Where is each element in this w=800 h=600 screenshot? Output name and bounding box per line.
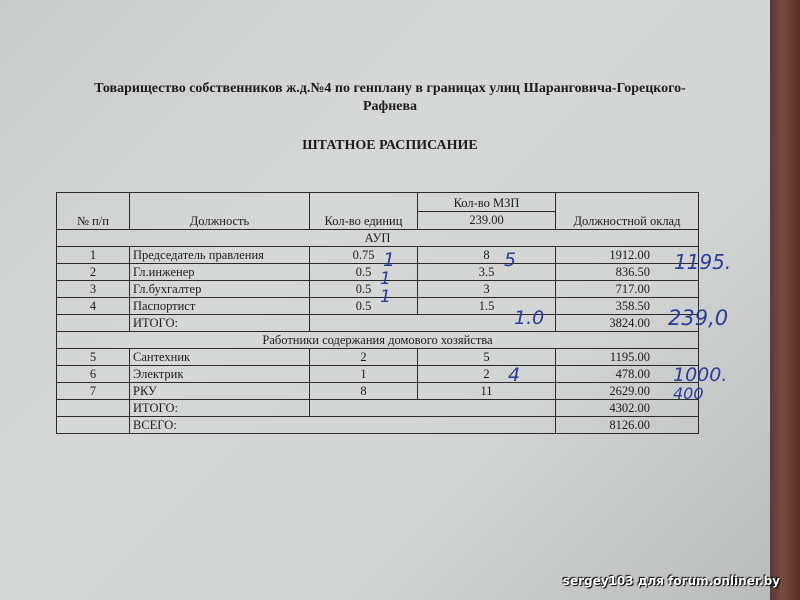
handwritten-salary-1: 1195. [674,250,732,274]
row-number: 2 [57,264,130,281]
row-units: 0.5 [310,298,418,315]
row-units: 1 [310,366,418,383]
total-label: ВСЕГО: [130,417,556,434]
handwritten-salary-4: 239,0 [668,306,729,330]
title-line-2: Рафнева [362,99,418,114]
header-position: Должность [130,193,310,230]
row-position: Гл.инженер [130,264,310,281]
row-salary: 358.50 [556,298,699,315]
table-row [57,281,699,298]
handwritten-mzp-5: 4 [508,364,521,386]
row-units: 0.5 [310,281,418,298]
handwritten-units-3: 1 [380,287,391,307]
row-mzp: 1.5 [418,298,556,315]
section-title: Работники содержания домового хозяйства [57,332,699,349]
row-position: Паспортист [130,298,310,315]
table-row [57,366,699,383]
row-salary: 717.00 [556,281,699,298]
row-position: Гл.бухгалтер [130,281,310,298]
table-row [57,383,699,400]
row-salary: 836.50 [556,264,699,281]
row-salary: 478.00 [556,366,699,383]
row-number: 4 [57,298,130,315]
table-row [57,247,699,264]
table-row [57,298,699,315]
row-salary: 1195.00 [556,349,699,366]
header-mzp: Кол-во МЗП [418,193,556,212]
section-title: АУП [57,230,699,247]
handwritten-salary-6: 400 [673,384,704,403]
section-row [57,230,699,247]
handwritten-mzp-1: 5 [504,249,517,271]
total-value: 8126.00 [556,417,699,434]
row-mzp: 11 [418,383,556,400]
row-position: РКУ [130,383,310,400]
row-number: 7 [57,383,130,400]
row-position: Электрик [130,366,310,383]
title-line-1: Товарищество собственников ж.д.№4 по генплану в границах улиц Шаранговича-Горецкого- [94,81,686,96]
header-units: Кол-во единиц [310,193,418,230]
row-salary: 1912.00 [556,247,699,264]
header-row [57,193,699,212]
staff-table [56,192,699,434]
forum-watermark: sergey103 для forum.onliner.by [562,574,780,588]
document-heading: ШТАТНОЕ РАСПИСАНИЕ [302,138,478,153]
subtotal-label: ИТОГО: [130,315,310,332]
row-number: 6 [57,366,130,383]
row-number: 3 [57,281,130,298]
row-units: 0.75 [310,247,418,264]
row-position: Сантехник [130,349,310,366]
subtotal-row [57,400,699,417]
row-mzp: 2 [418,366,556,383]
header-salary: Должностной оклад [556,193,699,230]
header-mzp-value: 239.00 [418,211,556,230]
row-salary: 2629.00 [556,383,699,400]
handwritten-salary-5: 1000. [673,364,728,386]
row-mzp: 3.5 [418,264,556,281]
handwritten-mzp-4: 1.0 [514,307,545,329]
subtotal-label: ИТОГО: [130,400,310,417]
row-units: 2 [310,349,418,366]
row-units: 0.5 [310,264,418,281]
subtotal-row [57,315,699,332]
row-number: 1 [57,247,130,264]
table-row [57,349,699,366]
subtotal-value: 4302.00 [556,400,699,417]
table-row [57,264,699,281]
row-units: 8 [310,383,418,400]
row-position: Председатель правления [130,247,310,264]
row-mzp: 3 [418,281,556,298]
total-row [57,417,699,434]
subtotal-value: 3824.00 [556,315,699,332]
document-title [40,80,740,116]
handwritten-units-1: 1 [383,249,396,271]
section-row [57,332,699,349]
row-mzp: 5 [418,349,556,366]
handwritten-units-2: 1 [380,269,391,289]
row-number: 5 [57,349,130,366]
folder-edge [770,0,800,600]
row-mzp: 8 [418,247,556,264]
header-number: № п/п [57,193,130,230]
